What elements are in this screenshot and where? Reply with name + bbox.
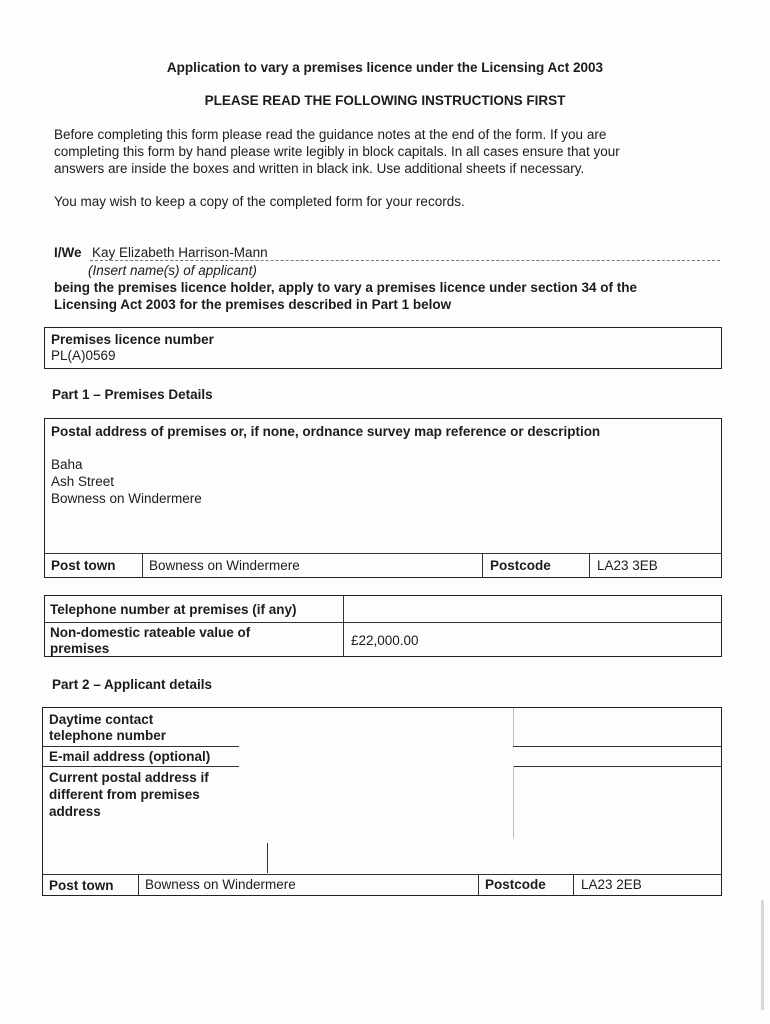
applicant-name-hint: (Insert name(s) of applicant)	[88, 263, 257, 278]
holder-statement-line-1: being the premises licence holder, apply to vary a premises licence under section 34 of the	[54, 280, 637, 295]
rateable-value-label-2: premises	[50, 641, 110, 656]
premises-post-town-value[interactable]: Bowness on Windermere	[149, 558, 300, 573]
daytime-phone-label-1: Daytime contact	[49, 712, 154, 727]
current-address-label-2: different from premises	[49, 787, 200, 802]
form-title: Application to vary a premises licence under the Licensing Act 2003	[166, 60, 604, 75]
premises-address-box	[44, 418, 722, 578]
premises-postcode-value[interactable]: LA23 3EB	[597, 558, 658, 573]
current-address-label-3: address	[49, 804, 101, 819]
premises-postcode-label: Postcode	[490, 558, 551, 573]
premises-telephone-label: Telephone number at premises (if any)	[50, 602, 297, 617]
premises-post-town-label: Post town	[51, 558, 116, 573]
licence-number-label: Premises licence number	[51, 332, 214, 347]
email-label: E-mail address (optional)	[49, 749, 211, 764]
daytime-phone-label-2: telephone number	[49, 728, 167, 743]
current-address-label-1: Current postal address if	[49, 770, 209, 785]
iwe-label: I/We	[54, 245, 82, 260]
premises-phone-rateable-box	[44, 595, 722, 657]
rateable-value-label-1: Non-domestic rateable value of	[50, 625, 251, 640]
licence-number-box	[44, 327, 722, 369]
part2-heading: Part 2 – Applicant details	[52, 677, 213, 692]
intro-line-1: Before completing this form please read the guidance notes at the end of the form. If you are	[54, 127, 607, 142]
applicant-name-dotted-line	[90, 260, 720, 261]
applicant-details-box	[42, 707, 722, 896]
premises-address-line-2[interactable]: Ash Street	[51, 474, 115, 489]
premises-address-line-1[interactable]: Baha	[51, 457, 83, 472]
instructions-heading: PLEASE READ THE FOLLOWING INSTRUCTIONS FIRST	[204, 93, 566, 108]
intro-line-2: completing this form by hand please write legibly in block capitals. In all cases ensure that your	[54, 144, 620, 159]
copy-note: You may wish to keep a copy of the completed form for your records.	[54, 194, 465, 209]
intro-line-3: answers are inside the boxes and written in black ink. Use additional sheets if necessary.	[54, 161, 585, 176]
applicant-post-town-label: Post town	[49, 878, 114, 893]
premises-address-label: Postal address of premises or, if none, ordnance survey map reference or description	[51, 424, 601, 439]
premises-address-line-3[interactable]: Bowness on Windermere	[51, 491, 202, 506]
scan-edge-shadow	[761, 900, 764, 1010]
applicant-post-town-value[interactable]: Bowness on Windermere	[145, 877, 296, 892]
licence-number-value[interactable]: PL(A)0569	[51, 348, 116, 363]
part1-heading: Part 1 – Premises Details	[52, 387, 213, 402]
applicant-postcode-value[interactable]: LA23 2EB	[581, 877, 642, 892]
applicant-postcode-label: Postcode	[485, 877, 546, 892]
rateable-value[interactable]: £22,000.00	[351, 633, 419, 648]
applicant-name[interactable]: Kay Elizabeth Harrison-Mann	[92, 245, 268, 260]
post-town-row-divider	[45, 553, 721, 554]
holder-statement-line-2: Licensing Act 2003 for the premises described in Part 1 below	[54, 297, 452, 312]
